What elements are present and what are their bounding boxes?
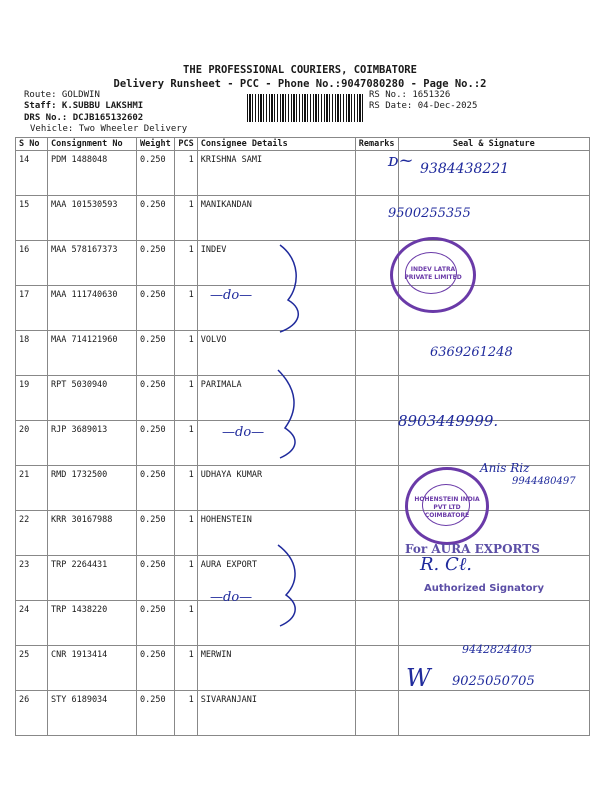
- row-weight: 0.250: [137, 241, 175, 286]
- row-consignee: PARIMALA: [197, 376, 355, 421]
- row-consignee: AURA EXPORT: [197, 556, 355, 601]
- phone-26: 9025050705: [452, 674, 535, 689]
- staff: Staff: K.SUBBU LAKSHMI: [24, 101, 144, 111]
- col-consignment: Consignment No: [48, 138, 137, 151]
- row-remarks: [355, 601, 398, 646]
- row-consignee: INDEV: [197, 241, 355, 286]
- hohenstein-stamp: HOHENSTEIN INDIA PVT LTD COIMBATORE: [405, 467, 489, 545]
- row-seal-signature: [398, 691, 589, 736]
- row-pcs: 1: [174, 601, 197, 646]
- col-seal: Seal & Signature: [398, 138, 589, 151]
- row-consignment: MAA 714121960: [48, 331, 137, 376]
- row-consignment: MAA 101530593: [48, 196, 137, 241]
- row-sno: 16: [16, 241, 48, 286]
- signature-14: ᴅ~: [388, 150, 414, 171]
- row-remarks: [355, 286, 398, 331]
- row-consignment: KRR 30167988: [48, 511, 137, 556]
- col-consignee: Consignee Details: [197, 138, 355, 151]
- aura-stamp-title: For AURA EXPORTS: [405, 542, 540, 556]
- row-pcs: 1: [174, 511, 197, 556]
- row-weight: 0.250: [137, 466, 175, 511]
- row-sno: 26: [16, 691, 48, 736]
- row-consignment: RJP 3689013: [48, 421, 137, 466]
- table-row: [16, 691, 590, 736]
- phone-25: 9442824403: [462, 643, 532, 656]
- ditto-20: —do—: [222, 425, 265, 440]
- row-pcs: 1: [174, 376, 197, 421]
- col-pcs: PCS: [174, 138, 197, 151]
- row-consignment: CNR 1913414: [48, 646, 137, 691]
- row-sno: 24: [16, 601, 48, 646]
- ditto-bracket-strokes: [270, 240, 310, 540]
- row-pcs: 1: [174, 331, 197, 376]
- row-seal-signature: [398, 601, 589, 646]
- phone-15: 9500255355: [388, 206, 471, 221]
- row-remarks: [355, 421, 398, 466]
- row-consignment: MAA 578167373: [48, 241, 137, 286]
- row-weight: 0.250: [137, 556, 175, 601]
- row-weight: 0.250: [137, 331, 175, 376]
- row-pcs: 1: [174, 646, 197, 691]
- row-sno: 20: [16, 421, 48, 466]
- row-sno: 14: [16, 151, 48, 196]
- row-consignment: RMD 1732500: [48, 466, 137, 511]
- row-sno: 25: [16, 646, 48, 691]
- rs-date: RS Date: 04-Dec-2025: [369, 101, 478, 111]
- row-pcs: 1: [174, 241, 197, 286]
- row-sno: 22: [16, 511, 48, 556]
- row-pcs: 1: [174, 556, 197, 601]
- row-consignee: MERWIN: [197, 646, 355, 691]
- row-remarks: [355, 556, 398, 601]
- table-header: [16, 138, 590, 151]
- row-remarks: [355, 511, 398, 556]
- row-consignee: HOHENSTEIN: [197, 511, 355, 556]
- ditto-bracket-stroke-24: [270, 540, 310, 630]
- row-consignee: UDHAYA KUMAR: [197, 466, 355, 511]
- signature-21: Anis Riz: [480, 461, 530, 475]
- phone-21: 9944480497: [512, 476, 576, 487]
- row-remarks: [355, 691, 398, 736]
- phone-14: 9384438221: [420, 161, 510, 177]
- company-title: THE PROFESSIONAL COURIERS, COIMBATORE: [183, 64, 417, 76]
- row-sno: 19: [16, 376, 48, 421]
- table-row: [16, 196, 590, 241]
- row-consignment: TRP 1438220: [48, 601, 137, 646]
- row-weight: 0.250: [137, 196, 175, 241]
- row-pcs: 1: [174, 421, 197, 466]
- aura-signature: R. Cℓ.: [420, 554, 472, 575]
- route: Route: GOLDWIN: [24, 90, 100, 100]
- col-weight: Weight: [137, 138, 175, 151]
- row-pcs: 1: [174, 691, 197, 736]
- row-weight: 0.250: [137, 601, 175, 646]
- row-consignment: TRP 2264431: [48, 556, 137, 601]
- row-sno: 23: [16, 556, 48, 601]
- col-sno: S No: [16, 138, 48, 151]
- row-pcs: 1: [174, 151, 197, 196]
- row-consignee: SIVARANJANI: [197, 691, 355, 736]
- row-sno: 15: [16, 196, 48, 241]
- ditto-17: —do—: [210, 288, 253, 303]
- row-pcs: 1: [174, 196, 197, 241]
- indev-stamp: INDEV LATRA PRIVATE LIMITED: [390, 237, 476, 313]
- signature-26: W: [406, 664, 431, 692]
- row-remarks: [355, 331, 398, 376]
- row-consignee: VOLVO: [197, 331, 355, 376]
- runsheet-subtitle: Delivery Runsheet - PCC - Phone No.:9047080280 - Page No.:2: [113, 78, 487, 90]
- row-weight: 0.250: [137, 646, 175, 691]
- row-remarks: [355, 466, 398, 511]
- vehicle: Vehicle: Two Wheeler Delivery: [30, 124, 188, 134]
- phone-18: 6369261248: [430, 345, 513, 360]
- row-sno: 18: [16, 331, 48, 376]
- col-remarks: Remarks: [355, 138, 398, 151]
- row-weight: 0.250: [137, 421, 175, 466]
- row-pcs: 1: [174, 466, 197, 511]
- row-weight: 0.250: [137, 376, 175, 421]
- row-sno: 21: [16, 466, 48, 511]
- row-sno: 17: [16, 286, 48, 331]
- barcode: [247, 94, 365, 122]
- row-weight: 0.250: [137, 151, 175, 196]
- row-remarks: [355, 376, 398, 421]
- rs-no: RS No.: 1651326: [369, 90, 451, 100]
- aura-authorized-signatory: Authorized Signatory: [424, 583, 544, 594]
- row-consignment: PDM 1488048: [48, 151, 137, 196]
- drs-no: DRS No.: DCJB165132602: [24, 113, 144, 123]
- row-consignee: KRISHNA SAMI: [197, 151, 355, 196]
- ditto-24: —do—: [210, 590, 253, 605]
- row-consignment: MAA 111740630: [48, 286, 137, 331]
- row-consignment: RPT 5030940: [48, 376, 137, 421]
- row-weight: 0.250: [137, 286, 175, 331]
- row-consignee: MANIKANDAN: [197, 196, 355, 241]
- row-weight: 0.250: [137, 691, 175, 736]
- row-weight: 0.250: [137, 511, 175, 556]
- phone-20: 8903449999.: [398, 412, 499, 430]
- row-pcs: 1: [174, 286, 197, 331]
- row-consignment: STY 6189034: [48, 691, 137, 736]
- row-remarks: [355, 646, 398, 691]
